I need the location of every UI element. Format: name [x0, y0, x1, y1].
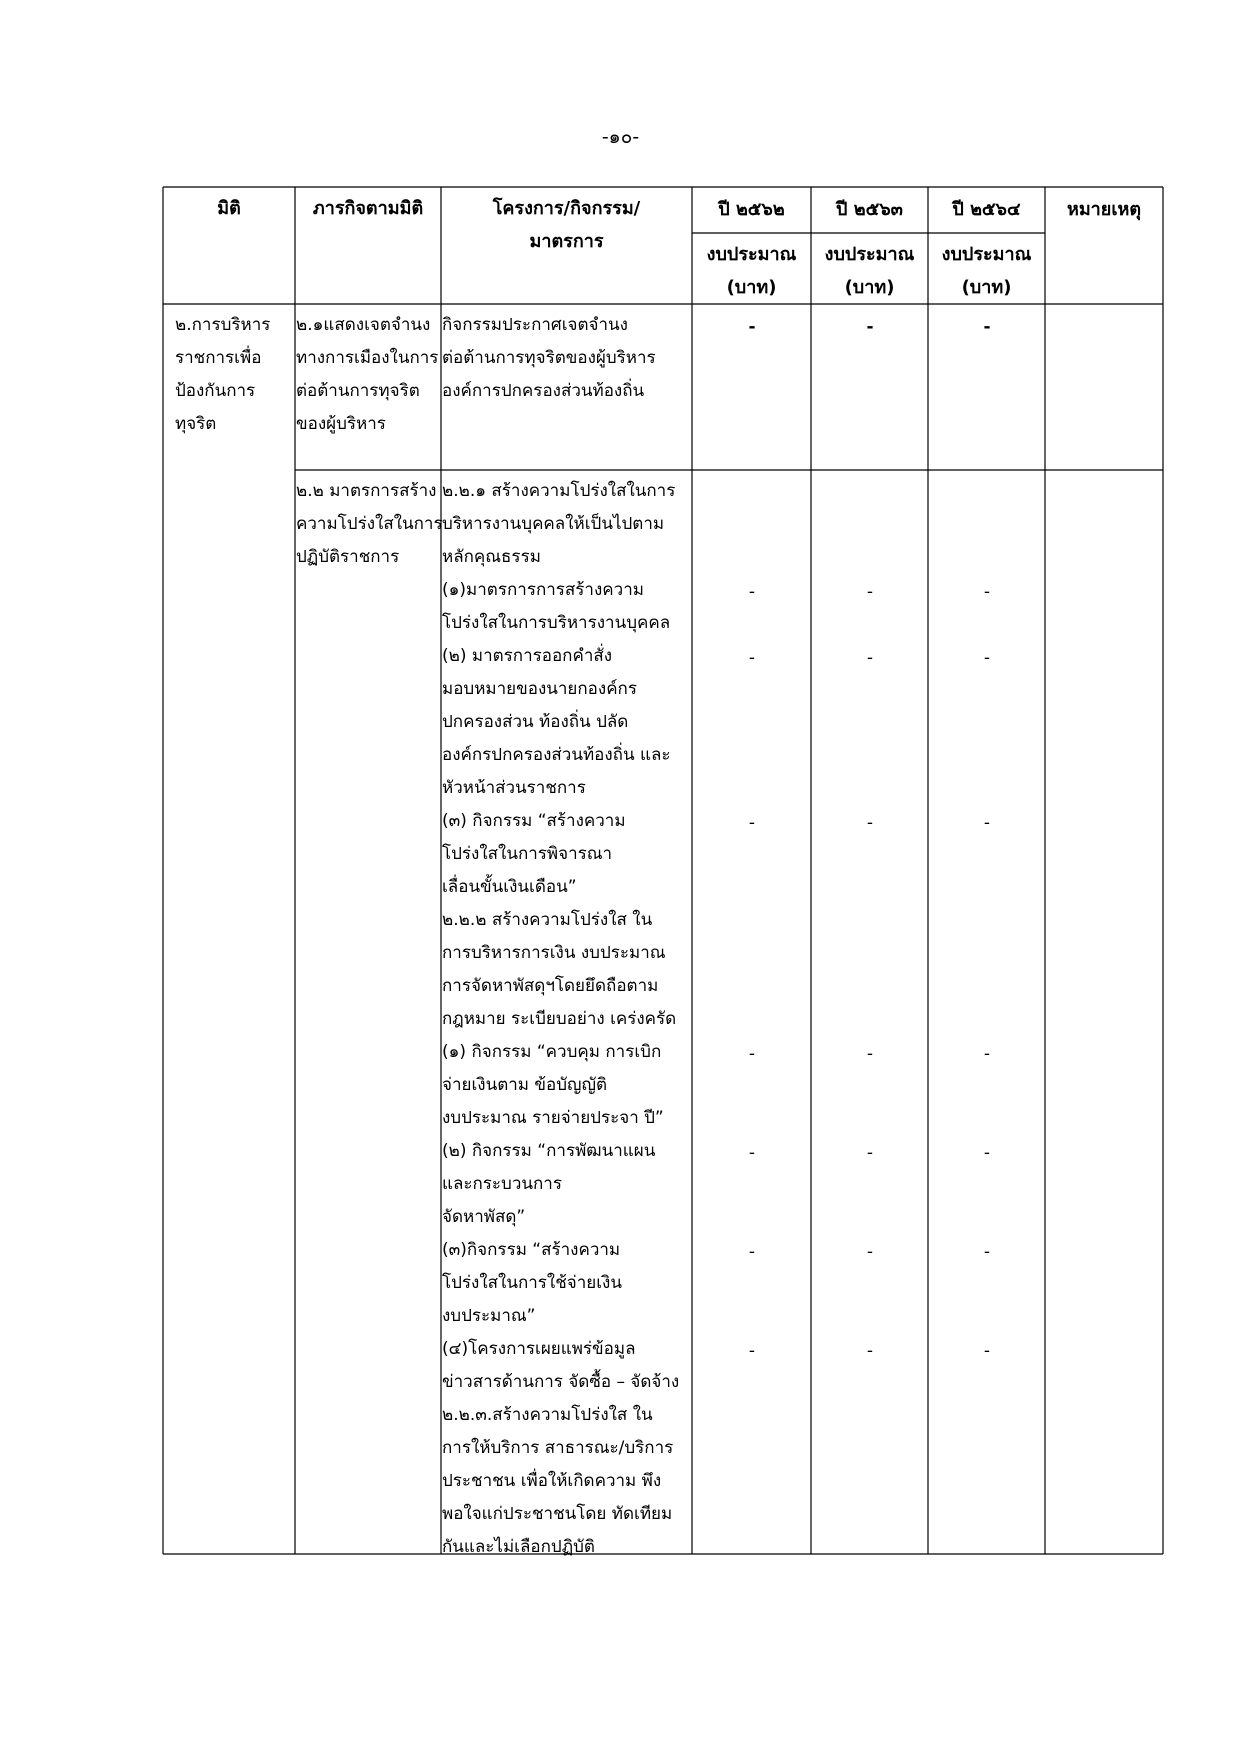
budget-2563-value: -	[866, 317, 874, 337]
mission-2-1-line: ของผู้บริหาร	[296, 414, 386, 434]
project-2-2-line: กันและไม่เลือกปฏิบัติ	[442, 1537, 595, 1557]
header-mission: ภารกิจตามมิติ	[312, 198, 424, 219]
project-2-2-line: หลักคุณธรรม	[442, 547, 541, 567]
budget-2563-value: -	[866, 1143, 874, 1163]
project-2-2-line: (๔)โครงการเผยแพร่ข้อมูล	[442, 1339, 636, 1359]
project-2-2-line: จ่ายเงินตาม ข้อบัญญัติ	[442, 1075, 608, 1095]
header-unit-2564: (บาท)	[961, 277, 1012, 298]
header-year-2564: ปี ๒๕๖๔	[952, 199, 1021, 220]
budget-2562-value: -	[748, 1044, 756, 1064]
header-budget-2563: งบประมาณ	[824, 244, 915, 265]
project-2-1-line: กิจกรรมประกาศเจตจำนง	[442, 315, 628, 335]
budget-2564-value: -	[983, 1341, 991, 1361]
project-2-2-line: โปร่งใสในการใช้จ่ายเงิน	[442, 1273, 622, 1293]
budget-2562-value: -	[748, 582, 756, 602]
project-2-2-line: การบริหารการเงิน งบประมาณ	[442, 943, 666, 963]
project-2-2-line: ๒.๒.๒ สร้างความโปร่งใส ใน	[442, 910, 653, 930]
project-2-2-line: มอบหมายของนายกองค์กร	[442, 679, 637, 699]
project-2-2-line: (๒) กิจกรรม “การพัฒนาแผน	[442, 1141, 656, 1161]
header-unit-2563: (บาท)	[844, 277, 895, 298]
header-budget-2564: งบประมาณ	[941, 244, 1032, 265]
project-2-2-line: บริหารงานบุคคลให้เป็นไปตาม	[442, 514, 665, 534]
header-remark: หมายเหตุ	[1066, 199, 1142, 220]
budget-2564-value: -	[983, 582, 991, 602]
project-2-2-line: กฎหมาย ระเบียบอย่าง เคร่งครัด	[442, 1009, 677, 1029]
budget-2563-value: -	[866, 1044, 874, 1064]
budget-2564-value: -	[983, 1242, 991, 1262]
mission-2-2-line: ความโปร่งใสในการ	[296, 514, 443, 534]
project-2-2-line: (๑) กิจกรรม “ควบคุม การเบิก	[442, 1042, 662, 1062]
budget-2564-value: -	[983, 1143, 991, 1163]
project-2-1-line: ต่อต้านการทุจริตของผู้บริหาร	[442, 348, 656, 368]
project-2-2-line: โปร่งใสในการบริหารงานบุคคล	[442, 613, 671, 633]
header-project-line1: โครงการ/กิจกรรม/	[492, 198, 641, 219]
budget-2562-value: -	[748, 1143, 756, 1163]
budget-2564-value: -	[983, 648, 991, 668]
budget-2563-value: -	[866, 648, 874, 668]
header-year-2563: ปี ๒๕๖๓	[836, 199, 903, 220]
project-2-2-line: (๑)มาตรการการสร้างความ	[442, 580, 644, 600]
budget-2562-value: -	[748, 648, 756, 668]
project-2-2-line: จัดหาพัสดุ”	[442, 1207, 526, 1227]
budget-2564-value: -	[983, 317, 991, 337]
dimension-line: ทุจริต	[175, 414, 217, 434]
page-number: -๑๐-	[601, 126, 640, 148]
project-2-2-line: (๒) มาตรการออกคำสั่ง	[442, 646, 613, 666]
project-2-2-line: การจัดหาพัสดุฯโดยยึดถือตาม	[442, 976, 659, 996]
header-unit-2562: (บาท)	[726, 277, 777, 298]
project-2-2-line: งบประมาณ”	[442, 1306, 536, 1326]
project-2-2-line: ๒.๒.๑ สร้างความโปร่งใสในการ	[442, 481, 676, 501]
budget-2563-value: -	[866, 1242, 874, 1262]
mission-2-2-line: ๒.๒ มาตรการสร้าง	[296, 481, 437, 501]
header-year-2562: ปี ๒๕๖๒	[718, 199, 785, 220]
project-2-2-line: เลื่อนขั้นเงินเดือน”	[442, 877, 577, 897]
budget-2564-value: -	[983, 813, 991, 833]
budget-2564-value: -	[983, 1044, 991, 1064]
project-2-2-line: (๓)กิจกรรม “สร้างความ	[442, 1240, 621, 1260]
mission-2-1-line: ๒.๑แสดงเจตจำนง	[296, 315, 431, 335]
project-2-2-line: ข่าวสารด้านการ จัดซื้อ – จัดจ้าง	[442, 1372, 680, 1392]
budget-2563-value: -	[866, 1341, 874, 1361]
budget-2562-value: -	[748, 317, 756, 337]
mission-2-1-line: ต่อต้านการทุจริต	[296, 381, 420, 401]
header-budget-2562: งบประมาณ	[706, 244, 797, 265]
project-2-2-line: การให้บริการ สาธารณะ/บริการ	[442, 1438, 674, 1458]
project-2-2-line: โปร่งใสในการพิจารณา	[442, 844, 613, 864]
mission-2-1-line: ทางการเมืองในการ	[296, 348, 439, 368]
budget-2562-value: -	[748, 1242, 756, 1262]
project-2-2-line: (๓) กิจกรรม “สร้างความ	[442, 811, 626, 831]
budget-2562-value: -	[748, 813, 756, 833]
project-2-2-line: ๒.๒.๓.สร้างความโปร่งใส ใน	[442, 1405, 653, 1425]
project-2-2-line: องค์กรปกครองส่วนท้องถิ่น และ	[442, 745, 671, 765]
project-2-2-line: ประชาชน เพื่อให้เกิดความ พึง	[442, 1471, 662, 1491]
header-dimension: มิติ	[217, 198, 241, 219]
header-project-line2: มาตรการ	[529, 231, 604, 252]
project-2-2-line: งบประมาณ รายจ่ายประจา ปี”	[442, 1108, 664, 1128]
dimension-line: ๒.การบริหาร	[175, 315, 271, 335]
project-2-2-line: และกระบวนการ	[442, 1174, 562, 1194]
project-2-1-line: องค์การปกครองส่วนท้องถิ่น	[442, 381, 645, 401]
budget-2563-value: -	[866, 582, 874, 602]
budget-2563-value: -	[866, 813, 874, 833]
budget-2562-value: -	[748, 1341, 756, 1361]
project-2-2-line: ปกครองส่วน ท้องถิ่น ปลัด	[442, 712, 629, 732]
dimension-line: ราชการเพื่อ	[175, 348, 262, 368]
dimension-line: ป้องกันการ	[175, 381, 256, 401]
project-2-2-line: พอใจแก่ประชาชนโดย ทัดเทียม	[442, 1504, 673, 1524]
mission-2-2-line: ปฏิบัติราชการ	[296, 547, 400, 567]
project-2-2-line: หัวหน้าส่วนราชการ	[442, 778, 586, 798]
